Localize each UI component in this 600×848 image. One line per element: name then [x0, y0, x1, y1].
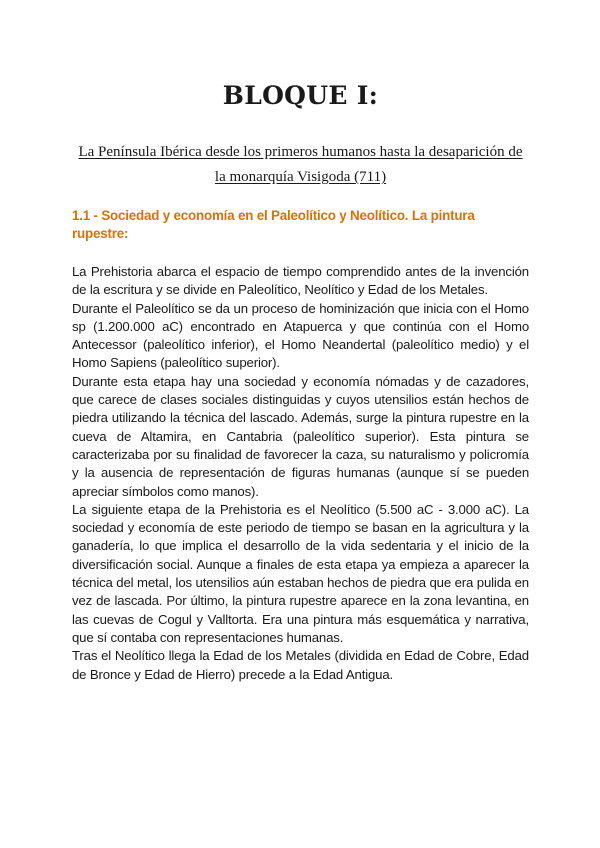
page-subtitle: La Península Ibérica desde los primeros humanos hasta la desaparición de la monarquía Visigoda (711) [78, 144, 523, 185]
page-title: BLOQUE I: [222, 81, 379, 110]
paragraph-metal-age: Tras el Neolítico llega la Edad de los Metales (dividida en Edad de Cobre, Edad de Bronce y Edad de Hierro) precede a la Edad Antigua. [72, 648, 529, 682]
paragraph-paleolithic-society: Durante esta etapa hay una sociedad y economía nómadas y de cazadores, que carece de clases sociales distinguidas y cuyos utensilios están hechos de piedra utilizando la técnica del lascado. Además, surge la pintura rupestre en la cueva de Altamira, en Cantabria (paleolítico superior). Esta pintura se caracterizaba por su finalidad de favorecer la caza, su naturalismo y policromía y la ausencia de representación de figuras humanas (aunque sí se pueden apreciar símbolos como manos). [72, 373, 529, 499]
paragraph-hominization: Durante el Paleolítico se da un proceso de hominización que inicia con el Homo sp (1.200.000 aC) encontrado en Atapuerca y que continúa con el Homo Antecessor (paleolítico inferior), el Homo Neandertal (paleolítico medio) y el Homo Sapiens (paleolítico superior). [72, 300, 529, 371]
section-heading: 1.1 - Sociedad y economía en el Paleolítico y Neolítico. La pintura rupestre: [72, 208, 475, 241]
paragraph-intro: La Prehistoria abarca el espacio de tiempo comprendido antes de la invención de la escritura y se divide en Paleolítico, Neolítico y Edad de los Metales. [72, 264, 529, 298]
paragraph-neolithic: La siguiente etapa de la Prehistoria es el Neolítico (5.500 aC - 3.000 aC). La sociedad y economía de este periodo de tiempo se basan en la agricultura y la ganadería, lo que implica el desarrollo de la vida sedentaria y el inicio de la diversificación social. Aunque a finales de esta etapa ya empieza a aparecer la técnica del metal, los utensilios aún estaban hechos de piedra que era pulida en vez de lascada. Por último, la pintura rupestre aparece en la zona levantina, en las cuevas de Cogul y Valltorta. Era una pintura más esquemática y narrativa, que sí contaba con representaciones humanas. [72, 501, 529, 645]
body-text [72, 263, 529, 684]
